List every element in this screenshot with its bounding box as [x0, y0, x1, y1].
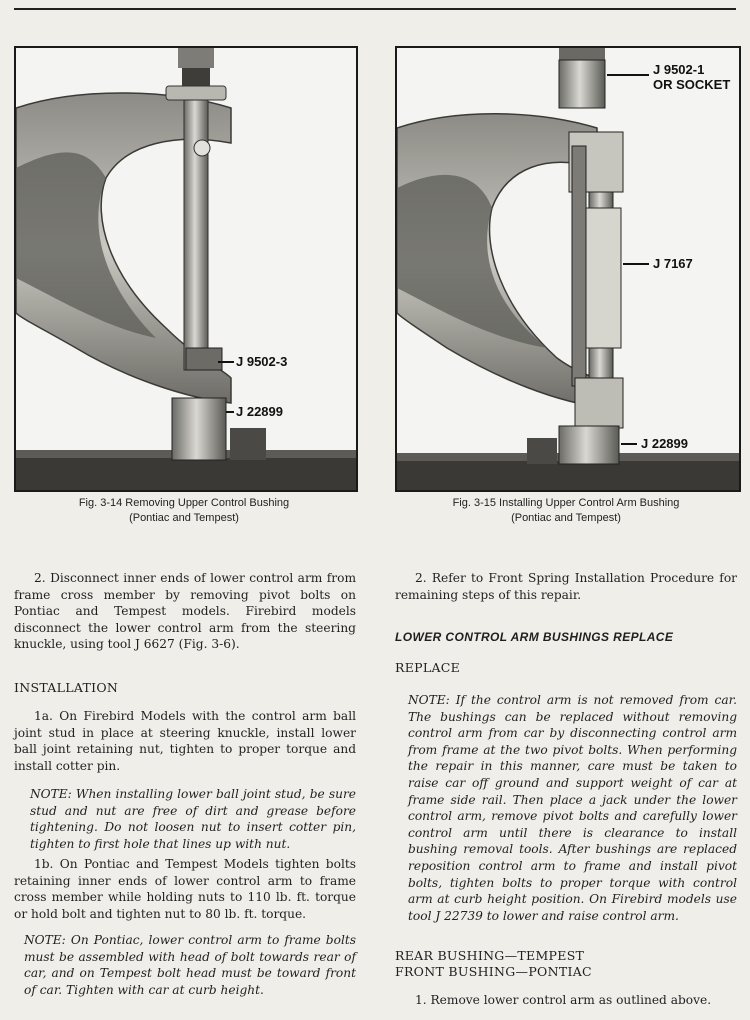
figure-3-15-photo	[395, 46, 741, 492]
lower-control-arm-section-heading: LOWER CONTROL ARM BUSHINGS REPLACE	[395, 630, 674, 644]
callout-arrow	[621, 443, 637, 445]
note-bolt-orientation: NOTE: On Pontiac, lower control arm to frame bolts must be assembled with head of bolt towards rear of car, and on Tempest bolt head must be toward front of car. Tighten with car at curb height.	[24, 933, 356, 997]
step-1a: 1a. On Firebird Models with the control arm ball joint stud in place at steering knuckle, install lower ball joint retaining nut, tighten to proper torque and install cotter pin.	[14, 709, 356, 773]
figure-3-14-caption	[14, 496, 354, 526]
callout-arrow	[218, 361, 234, 363]
callout-j-22899: J 22899	[236, 404, 283, 419]
callout-j-9502-1	[653, 62, 730, 92]
caption-line: (Pontiac and Tempest)	[129, 512, 239, 524]
caption-line: (Pontiac and Tempest)	[511, 512, 621, 524]
right-step-1: 1. Remove lower control arm as outlined above.	[415, 993, 712, 1007]
installation-heading: INSTALLATION	[14, 680, 119, 695]
rear-bushing-heading: REAR BUSHING—TEMPEST	[395, 948, 585, 963]
callout-arrow	[607, 74, 649, 76]
callout-j-22899: J 22899	[641, 436, 688, 451]
replace-heading: REPLACE	[395, 660, 461, 675]
callout-arrow	[226, 411, 234, 413]
figure-3-15-caption	[395, 496, 737, 526]
left-step-2: 2. Disconnect inner ends of lower control arm from frame cross member by removing pivot bolts on Pontiac and Tempest models. Firebird models disconnect the lower control arm from the steering knuckle, using tool J 6627 (Fig. 3-6).	[14, 571, 356, 652]
callout-arrow	[623, 263, 649, 265]
note-ball-joint: NOTE: When installing lower ball joint stud, be sure stud and nut are free of dirt and grease before tightening. Do not loosen nut to insert cotter pin, tighten to first hole that lines up with nut.	[30, 787, 356, 851]
caption-line: Fig. 3-15 Installing Upper Control Arm Bushing	[452, 497, 680, 509]
control-arm-illustration	[16, 48, 356, 490]
callout-text: OR SOCKET	[653, 77, 731, 92]
top-rule	[14, 8, 736, 10]
callout-j-9502-3: J 9502-3	[236, 354, 288, 369]
figure-3-14-photo	[14, 46, 358, 492]
replace-note: NOTE: If the control arm is not removed from car. The bushings can be replaced without removing control arm from car by disconnecting control arm from frame at the two pivot bolts. When performing the repair in this manner, care must be taken to raise car off ground and support weight of car at frame side rail. Then place a jack under the lower control arm, remove pivot bolts and carefully lower control arm until there is clearance to install bushing removal tools. After bushings are replaced reposition control arm to frame and install pivot bolts, tighten bolts to proper torque with control arm at curb height position. On Firebird models use tool J 22739 to lower and raise control arm.	[408, 693, 737, 923]
callout-j-7167: J 7167	[653, 256, 693, 271]
right-step-2: 2. Refer to Front Spring Installation Procedure for remaining steps of this repair.	[395, 571, 737, 602]
front-bushing-heading: FRONT BUSHING—PONTIAC	[395, 964, 592, 979]
step-1b: 1b. On Pontiac and Tempest Models tighten bolts retaining inner ends of lower control arm to frame cross member while holding nuts to 110 lb. ft. torque or hold bolt and tighten nut to 80 lb. ft. torque.	[14, 857, 356, 921]
caption-line: Fig. 3-14 Removing Upper Control Bushing	[78, 497, 290, 509]
callout-text: J 9502-1	[653, 62, 705, 77]
